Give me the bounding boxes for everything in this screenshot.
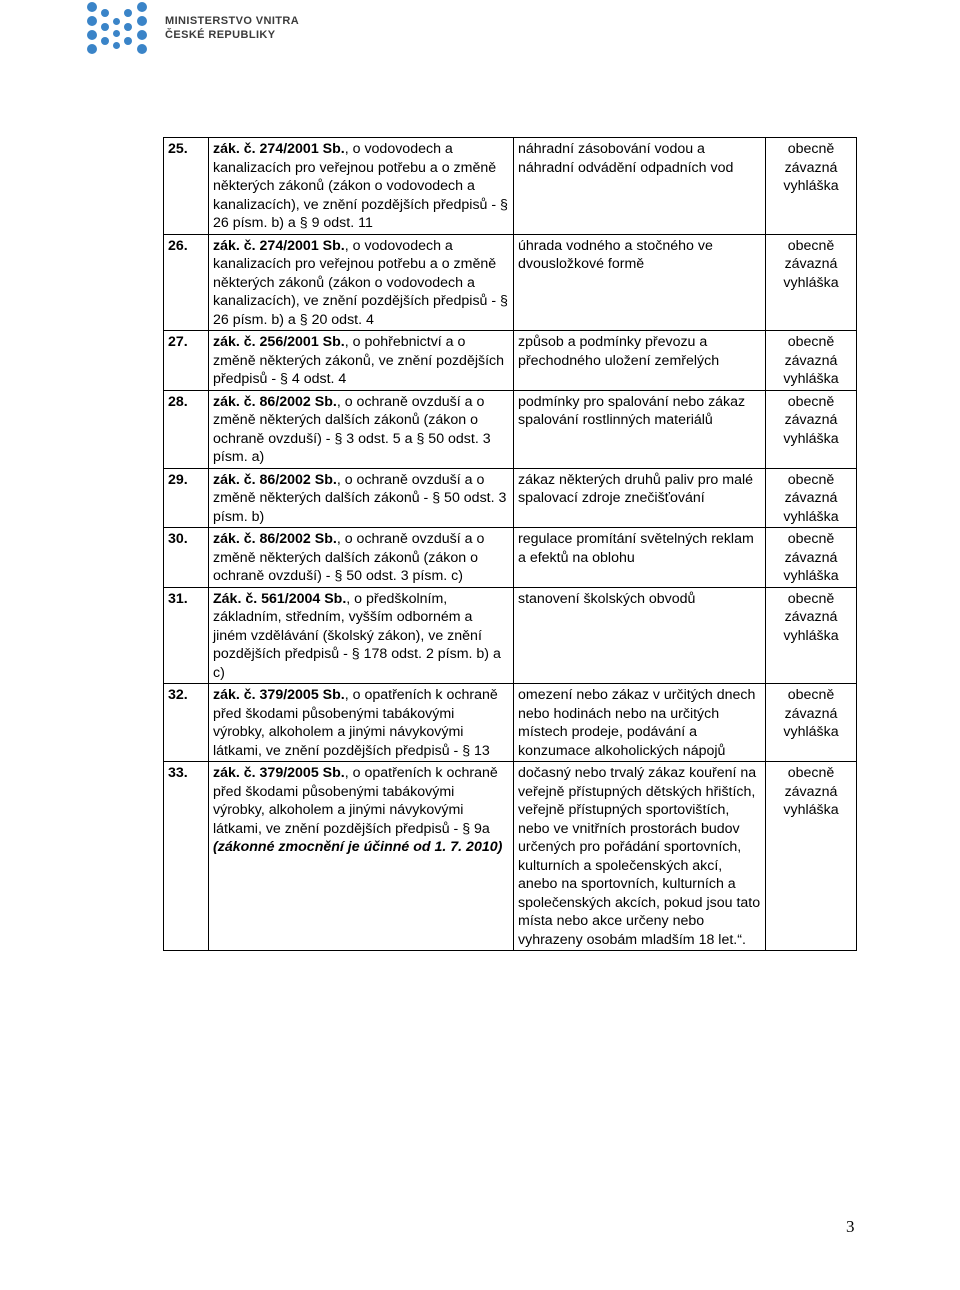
regulations-table-body <box>164 138 857 951</box>
law-cell <box>209 468 514 528</box>
subject-cell: stanovení školských obvodů <box>514 587 766 684</box>
table-row <box>164 138 857 235</box>
form-cell: obecně závazná vyhláška <box>766 762 857 951</box>
form-cell: obecně závazná vyhláška <box>766 390 857 468</box>
page-number: 3 <box>846 1217 855 1236</box>
logo-text <box>165 14 299 42</box>
law-description: , o vodovodech a kanalizacích pro veřejnou potřebu a o změně některých zákonů (zákon o vodovodech a kanalizacích), ve znění pozdějších předpisů - § 26 písm. b) a § 20 odst. 4 <box>213 237 508 328</box>
form-cell: obecně závazná vyhláška <box>766 587 857 684</box>
subject-cell: úhrada vodného a stočného ve dvousložkové formě <box>514 234 766 331</box>
subject-cell: zákaz některých druhů paliv pro malé spalovací zdroje znečišťování <box>514 468 766 528</box>
row-number: 30. <box>164 528 209 588</box>
law-description: , o pohřebnictví a o změně některých zákonů, ve znění pozdějších předpisů - § 4 odst. 4 <box>213 334 505 387</box>
law-description: , o vodovodech a kanalizacích pro veřejnou potřebu a o změně některých zákonů (zákon o vodovodech a kanalizacích), ve znění pozdějších předpisů - § 26 písm. b) a § 9 odst. 11 <box>213 141 508 231</box>
ministry-emblem-icon <box>84 0 154 56</box>
table-row <box>164 762 857 951</box>
law-reference: zák. č. 86/2002 Sb. <box>213 393 337 410</box>
row-number: 33. <box>164 762 209 951</box>
row-number: 31. <box>164 587 209 684</box>
table-row <box>164 587 857 684</box>
regulations-table <box>163 137 857 951</box>
law-cell <box>209 684 514 762</box>
law-reference: zák. č. 274/2001 Sb. <box>213 141 345 157</box>
law-description: , o opatřeních k ochraně před škodami působenými tabákovými výrobky, alkoholem a jinými návykovými látkami, ve znění pozdějších předpisů - § 9a <box>213 765 498 837</box>
table-row <box>164 331 857 391</box>
law-reference: zák. č. 379/2005 Sb. <box>213 687 345 703</box>
form-cell: obecně závazná vyhláška <box>766 331 857 391</box>
law-cell <box>209 762 514 951</box>
law-description: , o ochraně ovzduší a o změně některých dalších zákonů - § 50 odst. 3 písm. b) <box>213 471 507 525</box>
row-number: 32. <box>164 684 209 762</box>
law-cell <box>209 390 514 468</box>
law-description: , o předškolním, základním, středním, vyšším odborném a jiném vzdělávání (školský zákon), ve znění pozdějších předpisů - § 178 odst. 2 písm. b) a c) <box>213 590 501 681</box>
ministry-logo <box>84 0 304 56</box>
subject-cell: náhradní zásobování vodou a náhradní odvádění odpadních vod <box>514 138 766 235</box>
form-cell: obecně závazná vyhláška <box>766 684 857 762</box>
law-reference: zák. č. 86/2002 Sb. <box>213 471 337 488</box>
subject-cell: omezení nebo zákaz v určitých dnech nebo hodinách nebo na určitých místech prodeje, podávání a konzumace alkoholických nápojů <box>514 684 766 762</box>
law-cell <box>209 587 514 684</box>
row-number: 27. <box>164 331 209 391</box>
subject-cell: dočasný nebo trvalý zákaz kouření na veřejně přístupných dětských hřištích, veřejně přístupných sportovištích, nebo ve vnitřních prostorách budov určených pro pořádání sportovních, kulturních a společenských akcí, anebo na sportovních, kulturních a společenských akcích, pokud jsou tato místa nebo akce určeny nebo vyhrazeny osobám mladším 18 let.“. <box>514 762 766 951</box>
law-reference: zák. č. 256/2001 Sb. <box>213 334 345 350</box>
table-row <box>164 528 857 588</box>
law-effective-note: (zákonné zmocnění je účinné od 1. 7. 2010) <box>213 839 503 855</box>
row-number: 25. <box>164 138 209 235</box>
law-description: , o opatřeních k ochraně před škodami působenými tabákovými výrobky, alkoholem a jinými návykovými látkami, ve znění pozdějších předpisů - § 13 <box>213 687 498 759</box>
row-number: 26. <box>164 234 209 331</box>
table-row <box>164 390 857 468</box>
law-description: , o ochraně ovzduší a o změně některých dalších zákonů (zákon o ochraně ovzduší) - § 3 odst. 5 a § 50 odst. 3 písm. a) <box>213 393 491 465</box>
table-row <box>164 234 857 331</box>
form-cell: obecně závazná vyhláška <box>766 234 857 331</box>
law-cell <box>209 331 514 391</box>
law-cell <box>209 138 514 235</box>
law-cell <box>209 528 514 588</box>
form-cell: obecně závazná vyhláška <box>766 468 857 528</box>
form-cell: obecně závazná vyhláška <box>766 138 857 235</box>
row-number: 28. <box>164 390 209 468</box>
law-reference: zák. č. 86/2002 Sb. <box>213 531 337 547</box>
law-reference: zák. č. 379/2005 Sb. <box>213 765 345 781</box>
subject-cell: způsob a podmínky převozu a přechodného uložení zemřelých <box>514 331 766 391</box>
subject-cell: regulace promítání světelných reklam a efektů na oblohu <box>514 528 766 588</box>
subject-cell: podmínky pro spalování nebo zákaz spalování rostlinných materiálů <box>514 390 766 468</box>
logo-line-1: MINISTERSTVO VNITRA <box>165 15 300 27</box>
law-reference: Zák. č. 561/2004 Sb. <box>213 590 347 607</box>
form-cell: obecně závazná vyhláška <box>766 528 857 588</box>
row-number: 29. <box>164 468 209 528</box>
table-row <box>164 684 857 762</box>
logo-line-2: ČESKÉ REPUBLIKY <box>165 29 276 41</box>
law-description: , o ochraně ovzduší a o změně některých dalších zákonů (zákon o ochraně ovzduší) - § 50 odst. 3 písm. c) <box>213 531 485 584</box>
table-row <box>164 468 857 528</box>
law-reference: zák. č. 274/2001 Sb. <box>213 237 345 254</box>
law-cell <box>209 234 514 331</box>
